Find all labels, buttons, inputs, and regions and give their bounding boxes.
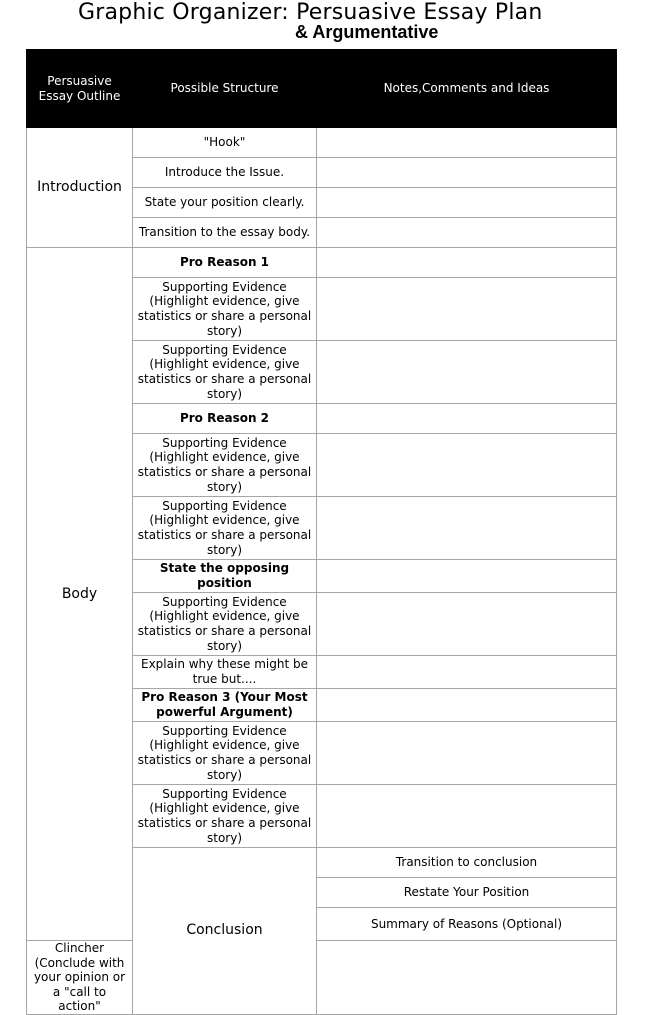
page-subtitle: & Argumentative xyxy=(295,22,439,42)
section-introduction: Introduction xyxy=(27,128,133,248)
structure-hook: "Hook" xyxy=(133,128,317,158)
notes-cell[interactable] xyxy=(317,128,617,158)
structure-transition-conclusion: Transition to conclusion xyxy=(317,848,617,878)
notes-cell[interactable] xyxy=(317,158,617,188)
structure-supporting-evidence: Supporting Evidence (Highlight evidence, give statistics or share a personal story) xyxy=(133,785,317,848)
notes-cell[interactable] xyxy=(317,278,617,341)
notes-cell[interactable] xyxy=(317,722,617,785)
table-row xyxy=(27,128,617,158)
page-title: Graphic Organizer: Persuasive Essay Plan xyxy=(78,0,543,25)
structure-supporting-evidence: Supporting Evidence (Highlight evidence, give statistics or share a personal story) xyxy=(133,497,317,560)
structure-supporting-evidence: Supporting Evidence (Highlight evidence, give statistics or share a personal story) xyxy=(133,278,317,341)
structure-supporting-evidence: Supporting Evidence (Highlight evidence, give statistics or share a personal story) xyxy=(133,341,317,404)
structure-opposing-position: State the opposing position xyxy=(133,560,317,593)
notes-cell[interactable] xyxy=(317,560,617,593)
structure-state-position: State your position clearly. xyxy=(133,188,317,218)
notes-cell[interactable] xyxy=(317,404,617,434)
notes-cell[interactable] xyxy=(317,941,617,1015)
notes-cell[interactable] xyxy=(317,188,617,218)
structure-pro-reason-2: Pro Reason 2 xyxy=(133,404,317,434)
notes-cell[interactable] xyxy=(317,689,617,722)
notes-cell[interactable] xyxy=(317,341,617,404)
structure-supporting-evidence: Supporting Evidence (Highlight evidence, give statistics or share a personal story) xyxy=(133,593,317,656)
header-notes: Notes,Comments and Ideas xyxy=(317,50,617,128)
structure-supporting-evidence: Supporting Evidence (Highlight evidence, give statistics or share a personal story) xyxy=(133,722,317,785)
table-row xyxy=(27,248,617,278)
structure-clincher: Clincher (Conclude with your opinion or a "call to action" xyxy=(27,941,133,1015)
structure-restate-position: Restate Your Position xyxy=(317,878,617,908)
notes-cell[interactable] xyxy=(317,785,617,848)
header-structure: Possible Structure xyxy=(133,50,317,128)
notes-cell[interactable] xyxy=(317,656,617,689)
section-body: Body xyxy=(27,248,133,941)
header-row xyxy=(27,50,617,128)
essay-plan-table xyxy=(26,49,617,1015)
notes-cell[interactable] xyxy=(317,218,617,248)
structure-introduce-issue: Introduce the Issue. xyxy=(133,158,317,188)
structure-pro-reason-3: Pro Reason 3 (Your Most powerful Argument) xyxy=(133,689,317,722)
structure-pro-reason-1: Pro Reason 1 xyxy=(133,248,317,278)
structure-supporting-evidence: Supporting Evidence (Highlight evidence, give statistics or share a personal story) xyxy=(133,434,317,497)
structure-summary-reasons: Summary of Reasons (Optional) xyxy=(317,908,617,941)
notes-cell[interactable] xyxy=(317,434,617,497)
notes-cell[interactable] xyxy=(317,593,617,656)
table-row xyxy=(27,941,617,1015)
structure-transition-body: Transition to the essay body. xyxy=(133,218,317,248)
notes-cell[interactable] xyxy=(317,497,617,560)
header-outline: Persuasive Essay Outline xyxy=(27,50,133,128)
notes-cell[interactable] xyxy=(317,248,617,278)
structure-explain-why: Explain why these might be true but.... xyxy=(133,656,317,689)
section-conclusion: Conclusion xyxy=(133,848,317,1015)
